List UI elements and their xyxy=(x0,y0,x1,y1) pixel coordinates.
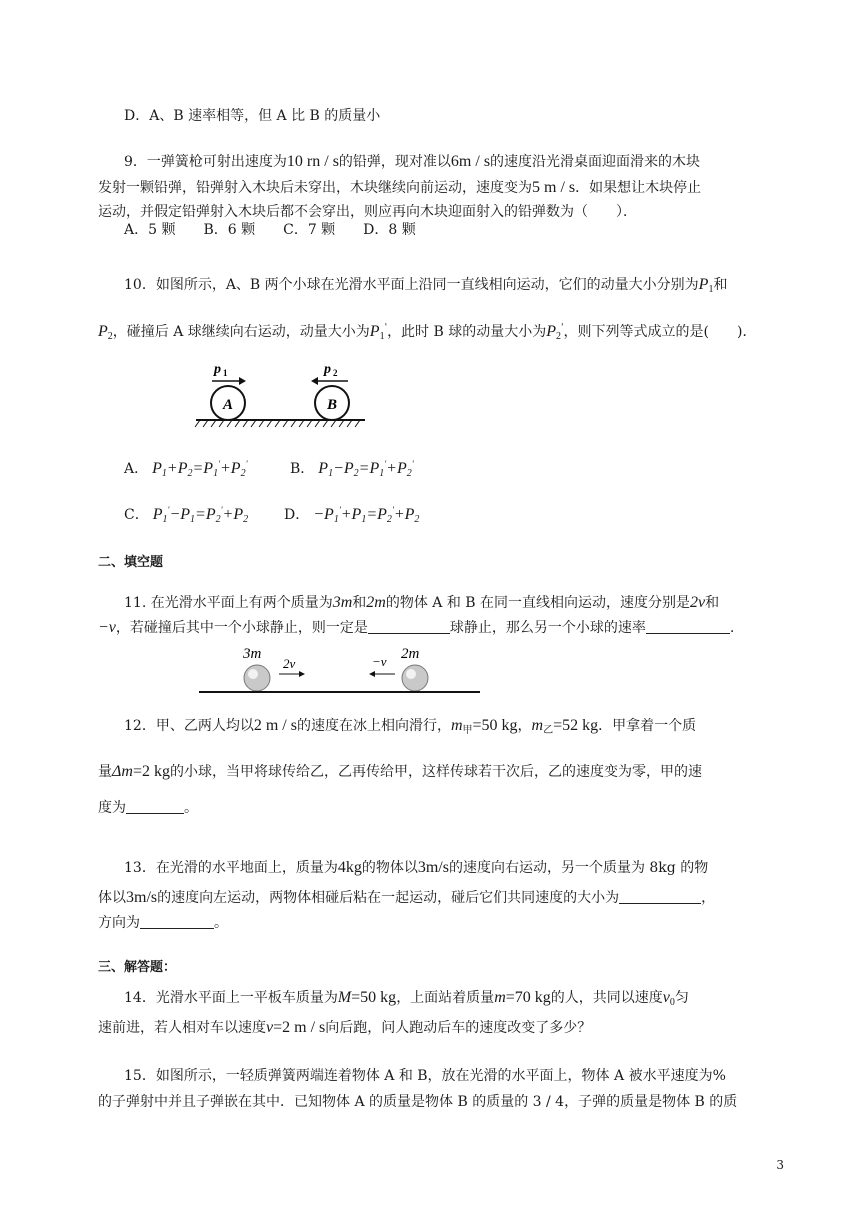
q13-line-1 xyxy=(124,858,708,878)
q11-text: . xyxy=(729,620,735,636)
fig-label-p2: p xyxy=(324,362,331,377)
q10-text: ，碰撞后 A 球继续向右运动，动量大小为 xyxy=(112,324,370,340)
q11-text: 和 xyxy=(352,595,367,611)
q13-text: 方向为 xyxy=(98,915,140,931)
q11-fig-arrowhead-left xyxy=(369,671,375,677)
q11-text: ，若碰撞后其中一个小球静止，则一定是 xyxy=(115,620,368,636)
q12-m-yi-sub: 乙 xyxy=(543,725,554,736)
q11-m1: 3m xyxy=(332,594,353,611)
q11-text: 11. 在光滑水平面上有两个质量为 xyxy=(124,595,333,611)
section-3-title: 三、解答题： xyxy=(98,960,177,975)
q13-text: 13．在光滑的水平地面上，质量为 xyxy=(124,860,338,876)
q11-fig-ball-right xyxy=(402,665,428,691)
q15-line-1: 15．如图所示，一轻质弹簧两端连着物体 A 和 B，放在光滑的水平面上，物体 A 被水平速度为% xyxy=(124,1068,726,1084)
q9-bullet-speed: 10 rn / s xyxy=(286,153,339,170)
q11-fig-ball-left xyxy=(244,665,270,691)
q11-fig-v1: 2v xyxy=(283,656,296,671)
q13-text: 的物体以 xyxy=(361,860,418,876)
q11-fig-arrowhead-right xyxy=(299,671,305,677)
q13-line-3 xyxy=(98,913,228,933)
q14-v0-sub: 0 xyxy=(669,997,675,1008)
q13-text: 的速度向右运动，另一个质量为 8kg 的物 xyxy=(448,860,709,876)
q13-text: 体以 xyxy=(98,890,126,906)
q14-text: 向后跑，问人跑动后车的速度改变了多少？ xyxy=(325,1020,592,1036)
fig-ball-b-label: B xyxy=(327,397,338,413)
q12-text: 的小球，当甲将球传给乙，乙再传给甲，这样传球若干次后，乙的速度变为零，甲的速 xyxy=(169,764,702,780)
q9-text: 9．一弹簧枪可射出速度为 xyxy=(124,154,287,170)
q15-line-2: 的子弹射中并且子弹嵌在其中．已知物体 A 的质量是物体 B 的质量的 3 / 4，子弹的质量是物体 B 的质 xyxy=(98,1094,738,1110)
q10-and: 和 xyxy=(713,277,728,293)
q12-speed: 2 m / s xyxy=(253,717,297,734)
q9-line-1 xyxy=(124,152,700,172)
section-2-title: 二、填空题 xyxy=(98,555,164,570)
q10-option-d-label: D． xyxy=(284,507,310,523)
q10-option-c: C． $P_1'-P_1=P_2'+P_2$ xyxy=(124,505,249,525)
q11-v1: 2v xyxy=(690,594,706,611)
q14-m: m xyxy=(494,989,506,1006)
q10-p2: P xyxy=(98,323,108,340)
q12-text: 12．甲、乙两人均以 xyxy=(124,718,254,734)
q10-option-c-label: C． xyxy=(124,507,149,523)
q14-text: 的人，共同以速度 xyxy=(550,990,663,1006)
q10-text: ，则下列等式成立的是( )． xyxy=(563,324,757,340)
q12-text: 量 xyxy=(98,764,112,780)
q11-text: 球静止，那么另一个小球的速率 xyxy=(449,620,646,636)
q14-text: 速前进，若人相对车以速度 xyxy=(98,1020,266,1036)
q14-m-val: =70 kg xyxy=(505,989,551,1006)
q11-figure xyxy=(195,642,485,702)
q12-m-yi: m xyxy=(531,717,544,734)
q12-m-jia-val: =50 kg xyxy=(472,717,518,734)
q12-line-2 xyxy=(98,762,702,782)
q14-v0: v xyxy=(662,989,670,1006)
page-number: 3 xyxy=(776,1158,784,1172)
q11-fig-ball-left-highlight xyxy=(248,669,258,679)
q11-text: 的物体 A 和 B 在同一直线相向运动，速度分别是 xyxy=(385,595,691,611)
q12-dm: Δm xyxy=(112,763,133,780)
q13-text: ， xyxy=(701,890,716,906)
q9-text: 发射一颗铅弹，铅弹射入木块后未穿出，木块继续向前运动，速度变为 xyxy=(98,180,532,196)
q14-M-val: =50 kg xyxy=(351,989,397,1006)
q10-p2-prime-sub: 2 xyxy=(556,331,562,342)
q14-line-1 xyxy=(124,988,689,1013)
q13-m1: 4kg xyxy=(337,859,362,876)
q11-text: 和 xyxy=(705,595,720,611)
q10-p1: P xyxy=(698,276,709,293)
q14-text: ，上面站着质量 xyxy=(396,990,495,1006)
fig-arrowhead-p2 xyxy=(311,377,318,385)
q10-p2-sub: 2 xyxy=(107,331,113,342)
q11-fig-ball-right-highlight xyxy=(406,669,416,679)
q12-text: 的速度在冰上相向滑行， xyxy=(296,718,451,734)
q12-blank[interactable] xyxy=(126,799,184,814)
q10-text: ，此时 B 球的动量大小为 xyxy=(387,324,547,340)
q11-v2: −v xyxy=(98,619,116,636)
q14-text: 14．光滑水平面上一平板车质量为 xyxy=(124,990,338,1006)
q13-line-2 xyxy=(98,888,715,908)
q10-p2-prime: P xyxy=(546,323,557,340)
q13-blank-1[interactable] xyxy=(619,889,701,904)
q9-options: A．5 颗 B．6 颗 C．7 颗 D．8 颗 xyxy=(124,222,416,238)
q10-option-b-label: B． xyxy=(290,461,315,477)
q12-m-jia-sub: 甲 xyxy=(462,725,473,736)
q12-m-jia: m xyxy=(450,717,463,734)
fig-ground-hatch xyxy=(195,420,360,427)
fig-label-p1: p xyxy=(214,362,221,377)
q10-line-2: $P_2$，碰撞后 A 球继续向右运动，动量大小为$P_1'$，此时 B 球的动量大小为$P_2'$，则下列等式成立的是( )． xyxy=(98,323,757,342)
fig-label-p2-sub: 2 xyxy=(333,368,338,378)
q13-v1: 3m/s xyxy=(417,859,449,876)
q10-line-1 xyxy=(124,275,727,300)
q13-text: 。 xyxy=(214,915,228,931)
q14-v: v xyxy=(266,1019,274,1036)
q13-blank-2[interactable] xyxy=(140,914,214,929)
q12-text: 度为 xyxy=(98,800,126,816)
q11-fig-v2: −v xyxy=(372,654,387,669)
q10-text: 10．如图所示，A、B 两个小球在光滑水平面上沿同一直线相向运动，它们的动量大小分别为 xyxy=(124,277,699,293)
q11-fig-m2: 2m xyxy=(401,646,420,662)
q10-option-b: B． $P_1-P_2=P_1'+P_2'$ xyxy=(290,459,414,479)
q10-option-d: D． $-P_1'+P_1=P_2'+P_2$ xyxy=(284,505,420,525)
q10-option-a: A． $P_1+P_2=P_1'+P_2'$ xyxy=(124,459,248,479)
q12-dm-val: =2 kg xyxy=(132,763,170,780)
q11-line-2 xyxy=(98,618,734,638)
fig-label-p1-sub: 1 xyxy=(223,368,228,378)
q11-fig-m1: 3m xyxy=(243,646,262,662)
q14-M: M xyxy=(337,989,352,1006)
q12-m-yi-val: =52 kg xyxy=(553,717,599,734)
q9-block-speed: 6m / s xyxy=(450,153,491,170)
q14-text: 匀 xyxy=(674,990,689,1006)
q12-line-3 xyxy=(98,798,198,818)
q8-option-d: D．A、B 速率相等，但 A 比 B 的质量小 xyxy=(124,108,381,124)
q9-line-3: 运动，并假定铅弹射入木块后都不会穿出，则应再向木块迎面射入的铅弹数为（ ）． xyxy=(98,204,637,220)
q9-speed-after: 5 m / s xyxy=(532,179,576,196)
q9-text: 的铅弹，现对准以 xyxy=(338,154,451,170)
q12-line-1: 12．甲、乙两人均以2 m / s的速度在冰上相向滑行，$m_甲=50$ kg，$m_乙=52$ kg．甲拿着一个质 xyxy=(124,717,697,736)
q10-p1-prime: P xyxy=(369,323,380,340)
q10-figure xyxy=(190,355,390,435)
q13-text: 的速度向左运动，两物体相碰后粘在一起运动，碰后它们共同速度的大小为 xyxy=(157,890,620,906)
q10-option-a-label: A． xyxy=(124,461,149,477)
q11-blank-1[interactable] xyxy=(368,619,450,634)
fig-ball-a-label: A xyxy=(223,397,234,413)
q12-text: ．甲拿着一个质 xyxy=(598,718,697,734)
q13-v2: 3m/s xyxy=(126,889,158,906)
q11-m2: 2m xyxy=(366,594,386,611)
q10-p1-prime-sub: 1 xyxy=(379,331,385,342)
q10-p1-sub: 1 xyxy=(708,284,714,295)
q9-text: ．如果想让木块停止 xyxy=(575,180,702,196)
fig-arrowhead-p1 xyxy=(239,377,246,385)
q11-blank-2[interactable] xyxy=(646,619,730,634)
q12-text: 。 xyxy=(184,800,198,816)
q14-line-2 xyxy=(98,1018,591,1038)
q14-v-val: =2 m / s xyxy=(273,1019,326,1036)
q9-text: 的速度沿光滑桌面迎面滑来的木块 xyxy=(490,154,701,170)
q11-line-1 xyxy=(124,593,719,613)
q9-line-2 xyxy=(98,178,701,198)
